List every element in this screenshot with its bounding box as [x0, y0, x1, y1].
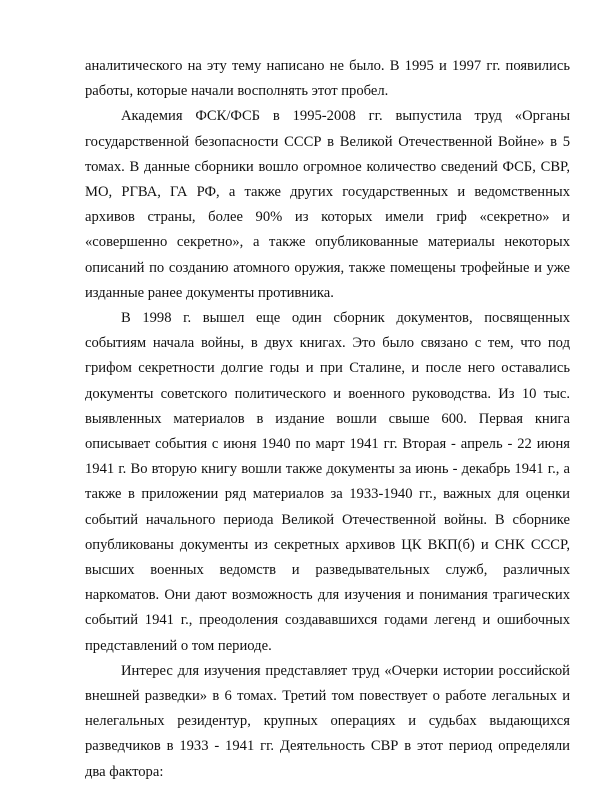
paragraph-continuation: аналитического на эту тему написано не было. В 1995 и 1997 гг. появились работы, которые начали восполнять этот пробел. — [85, 58, 570, 100]
paragraph-intelligence-essays: Интерес для изучения представляет труд «Очерки истории российской внешней разведки» в 6 томах. Третий том повествует о работе легальных и нелегальных резидентур, крупных операциях и судьбах выдающихся разведчиков в 1933 - 1941 гг. Деятельность СВР в этот период определяли два фактора: — [85, 662, 570, 780]
body-text — [85, 54, 570, 785]
paragraph-fsb-academy: Академия ФСК/ФСБ в 1995-2008 гг. выпустила труд «Органы государственной безопасности СССР в Великой Отечественной Войне» в 5 томах. В данные сборники вошло огромное количество сведений ФСБ, СВР, МО, РГВА, ГА РФ, а также других государственных и ведомственных архивов страны, более 90% из которых имели гриф «секретно» и «совершенно секретно», а также опубликованные материалы некоторых описаний по созданию атомного оружия, также помещены трофейные и уже изданные ранее документы противника. — [85, 108, 570, 301]
paragraph-1998-collection: В 1998 г. вышел еще один сборник документов, посвященных событиям начала войны, в двух книгах. Это было связано с тем, что под грифом секретности долгие годы и при Сталине, и после него оставались документы советского политического и военного руководства. Из 10 тыс. выявленных материалов в издание вошли свыше 600. Первая книга описывает события с июня 1940 по март 1941 гг. Вторая - апрель - 22 июня 1941 г. Во вторую книгу вошли также документы за июнь - декабрь 1941 г., а также в приложении ряд материалов за 1933-1940 гг., важных для оценки событий начального периода Великой Отечественной войны. В сборнике опубликованы документы из секретных архивов ЦК ВКП(б) и СНК СССР, высших военных ведомств и разведывательных служб, различных наркоматов. Они дают возможность для изучения и понимания трагических событий 1941 г., преодоления создававшихся годами легенд и ошибочных представлений о том периоде. — [85, 310, 570, 654]
